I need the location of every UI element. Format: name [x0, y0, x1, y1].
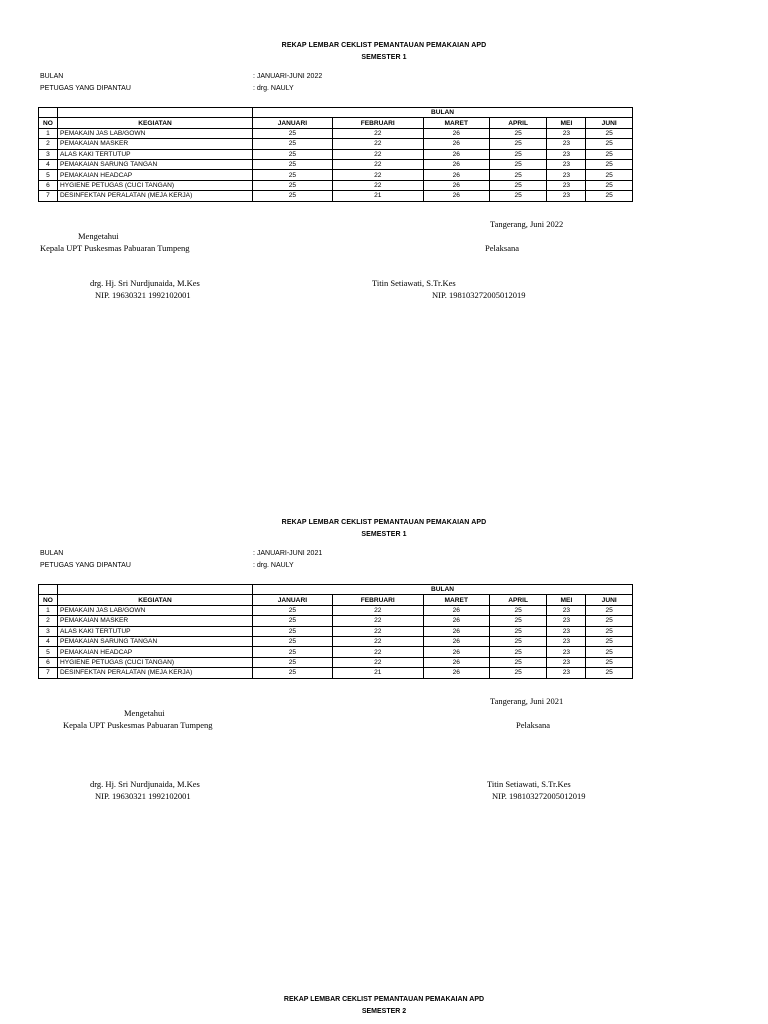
- row-value: 25: [253, 668, 333, 678]
- header-month: FEBRUARI: [332, 118, 423, 128]
- row-value: 25: [489, 626, 547, 636]
- row-value: 25: [489, 191, 547, 201]
- row-value: 25: [586, 180, 633, 190]
- row-no: 4: [39, 159, 58, 169]
- row-value: 25: [253, 647, 333, 657]
- row-value: 25: [253, 626, 333, 636]
- bulan-label: BULAN: [40, 550, 64, 557]
- row-value: 25: [489, 605, 547, 615]
- header-month: MEI: [547, 595, 586, 605]
- bulan-label: BULAN: [40, 73, 64, 80]
- row-value: 25: [586, 159, 633, 169]
- row-value: 23: [547, 170, 586, 180]
- row-value: 23: [547, 626, 586, 636]
- row-value: 22: [332, 647, 423, 657]
- row-value: 26: [423, 139, 489, 149]
- row-value: 23: [547, 191, 586, 201]
- row-value: 23: [547, 657, 586, 667]
- header-month: MARET: [423, 595, 489, 605]
- table-row: [39, 647, 633, 657]
- header-month: JUNI: [586, 595, 633, 605]
- row-value: 25: [586, 626, 633, 636]
- row-value: 22: [332, 180, 423, 190]
- row-kegiatan: HYGIENE PETUGAS (CUCI TANGAN): [58, 180, 253, 190]
- pelaksana-text: Pelaksana: [516, 720, 550, 730]
- recap-section-2: [0, 477, 768, 917]
- left-signer-name: drg. Hj. Sri Nurdjunaida, M.Kes: [90, 779, 200, 789]
- table-row: [39, 657, 633, 667]
- petugas-label: PETUGAS YANG DIPANTAU: [40, 85, 131, 92]
- row-no: 5: [39, 170, 58, 180]
- doc-subtitle: SEMESTER 1: [361, 531, 407, 538]
- row-value: 21: [332, 191, 423, 201]
- row-value: 22: [332, 657, 423, 667]
- row-value: 25: [253, 139, 333, 149]
- header-bulan: BULAN: [253, 585, 633, 595]
- row-value: 23: [547, 128, 586, 138]
- table-header-row: [39, 595, 633, 605]
- row-value: 25: [253, 657, 333, 667]
- bulan-value: : JANUARI-JUNI 2021: [253, 550, 323, 557]
- table-row: [39, 616, 633, 626]
- header-no: NO: [39, 118, 58, 128]
- row-value: 26: [423, 668, 489, 678]
- row-value: 26: [423, 159, 489, 169]
- row-value: 23: [547, 636, 586, 646]
- row-value: 26: [423, 626, 489, 636]
- table-header-group-row: [39, 108, 633, 118]
- row-value: 25: [586, 657, 633, 667]
- row-value: 25: [489, 149, 547, 159]
- header-empty-cell: [39, 585, 58, 595]
- row-value: 25: [489, 180, 547, 190]
- header-kegiatan: KEGIATAN: [58, 118, 253, 128]
- doc-title: REKAP LEMBAR CEKLIST PEMANTAUAN PEMAKAIAN APD: [281, 519, 487, 526]
- apd-table: [38, 107, 633, 202]
- row-value: 25: [586, 191, 633, 201]
- row-value: 22: [332, 149, 423, 159]
- right-signer-nip: NIP. 198103272005012019: [492, 791, 586, 801]
- doc-title: REKAP LEMBAR CEKLIST PEMANTAUAN PEMAKAIAN APD: [281, 42, 487, 49]
- row-value: 25: [586, 605, 633, 615]
- row-value: 25: [253, 159, 333, 169]
- row-value: 25: [489, 170, 547, 180]
- kepala-title: Kepala UPT Puskesmas Pabuaran Tumpeng: [63, 720, 213, 730]
- row-value: 25: [253, 149, 333, 159]
- row-value: 25: [586, 616, 633, 626]
- row-value: 25: [489, 139, 547, 149]
- right-signer-name: Titin Setiawati, S.Tr.Kes: [487, 779, 571, 789]
- row-kegiatan: PEMAKAIN JAS LAB/GOWN: [58, 605, 253, 615]
- row-no: 7: [39, 191, 58, 201]
- row-kegiatan: PEMAKAIAN SARUNG TANGAN: [58, 636, 253, 646]
- row-no: 3: [39, 626, 58, 636]
- header-no: NO: [39, 595, 58, 605]
- row-value: 26: [423, 128, 489, 138]
- petugas-label: PETUGAS YANG DIPANTAU: [40, 562, 131, 569]
- header-month: APRIL: [489, 118, 547, 128]
- table-row: [39, 149, 633, 159]
- row-kegiatan: HYGIENE PETUGAS (CUCI TANGAN): [58, 657, 253, 667]
- row-value: 23: [547, 647, 586, 657]
- table-body: [39, 128, 633, 201]
- table-row: [39, 180, 633, 190]
- row-no: 1: [39, 128, 58, 138]
- kepala-title: Kepala UPT Puskesmas Pabuaran Tumpeng: [40, 243, 190, 253]
- row-value: 26: [423, 616, 489, 626]
- row-value: 22: [332, 128, 423, 138]
- row-value: 25: [586, 149, 633, 159]
- row-kegiatan: PEMAKAIAN HEADCAP: [58, 647, 253, 657]
- row-no: 1: [39, 605, 58, 615]
- header-kegiatan: KEGIATAN: [58, 595, 253, 605]
- row-no: 6: [39, 657, 58, 667]
- row-value: 26: [423, 636, 489, 646]
- row-value: 25: [253, 605, 333, 615]
- table-row: [39, 159, 633, 169]
- pelaksana-text: Pelaksana: [485, 243, 519, 253]
- row-value: 25: [489, 657, 547, 667]
- row-value: 23: [547, 668, 586, 678]
- petugas-value: : drg. NAULY: [253, 562, 294, 569]
- table-row: [39, 626, 633, 636]
- table-row: [39, 128, 633, 138]
- table-row: [39, 170, 633, 180]
- mengetahui-text: Mengetahui: [78, 231, 119, 241]
- row-value: 22: [332, 636, 423, 646]
- row-value: 26: [423, 180, 489, 190]
- row-value: 22: [332, 626, 423, 636]
- row-value: 26: [423, 657, 489, 667]
- row-value: 25: [253, 636, 333, 646]
- next-doc-title: REKAP LEMBAR CEKLIST PEMANTAUAN PEMAKAIAN APD: [283, 996, 485, 1003]
- row-value: 26: [423, 647, 489, 657]
- right-signer-name: Titin Setiawati, S.Tr.Kes: [372, 278, 456, 288]
- header-month: JUNI: [586, 118, 633, 128]
- next-doc-subtitle: SEMESTER 2: [361, 1008, 407, 1015]
- row-no: 7: [39, 668, 58, 678]
- row-kegiatan: ALAS KAKI TERTUTUP: [58, 626, 253, 636]
- row-value: 23: [547, 616, 586, 626]
- row-value: 23: [547, 180, 586, 190]
- row-value: 23: [547, 149, 586, 159]
- row-value: 25: [253, 128, 333, 138]
- row-kegiatan: PEMAKAIAN MASKER: [58, 616, 253, 626]
- right-signer-nip: NIP. 198103272005012019: [432, 290, 526, 300]
- row-value: 25: [489, 636, 547, 646]
- row-value: 25: [489, 647, 547, 657]
- row-value: 25: [586, 139, 633, 149]
- row-value: 26: [423, 170, 489, 180]
- left-signer-nip: NIP. 19630321 1992102001: [95, 290, 191, 300]
- row-kegiatan: DESINFEKTAN PERALATAN (MEJA KERJA): [58, 191, 253, 201]
- row-no: 2: [39, 616, 58, 626]
- bulan-value: : JANUARI-JUNI 2022: [253, 73, 323, 80]
- recap-section-1: [0, 0, 768, 440]
- left-signer-name: drg. Hj. Sri Nurdjunaida, M.Kes: [90, 278, 200, 288]
- row-kegiatan: PEMAKAIAN SARUNG TANGAN: [58, 159, 253, 169]
- row-value: 22: [332, 159, 423, 169]
- header-month: MARET: [423, 118, 489, 128]
- row-value: 25: [489, 159, 547, 169]
- table-header-group-row: [39, 585, 633, 595]
- table-body: [39, 605, 633, 678]
- row-kegiatan: ALAS KAKI TERTUTUP: [58, 149, 253, 159]
- row-value: 23: [547, 605, 586, 615]
- row-kegiatan: PEMAKAIAN MASKER: [58, 139, 253, 149]
- row-value: 26: [423, 605, 489, 615]
- row-kegiatan: PEMAKAIAN HEADCAP: [58, 170, 253, 180]
- row-kegiatan: PEMAKAIN JAS LAB/GOWN: [58, 128, 253, 138]
- row-value: 25: [253, 616, 333, 626]
- place-date: Tangerang, Juni 2022: [490, 219, 564, 229]
- header-month: APRIL: [489, 595, 547, 605]
- row-value: 23: [547, 139, 586, 149]
- row-value: 25: [489, 668, 547, 678]
- row-no: 3: [39, 149, 58, 159]
- table-header-row: [39, 118, 633, 128]
- table-row: [39, 636, 633, 646]
- row-value: 25: [253, 170, 333, 180]
- header-empty-cell: [39, 108, 58, 118]
- row-value: 25: [489, 128, 547, 138]
- row-value: 22: [332, 170, 423, 180]
- table-row: [39, 191, 633, 201]
- row-no: 6: [39, 180, 58, 190]
- row-value: 25: [586, 668, 633, 678]
- row-value: 22: [332, 605, 423, 615]
- header-month: JANUARI: [253, 595, 333, 605]
- header-bulan: BULAN: [253, 108, 633, 118]
- row-value: 25: [586, 170, 633, 180]
- row-value: 21: [332, 668, 423, 678]
- row-no: 2: [39, 139, 58, 149]
- place-date: Tangerang, Juni 2021: [490, 696, 564, 706]
- header-month: FEBRUARI: [332, 595, 423, 605]
- table-row: [39, 139, 633, 149]
- mengetahui-text: Mengetahui: [124, 708, 165, 718]
- left-signer-nip: NIP. 19630321 1992102001: [95, 791, 191, 801]
- header-empty-cell: [58, 585, 253, 595]
- row-value: 25: [586, 647, 633, 657]
- header-month: JANUARI: [253, 118, 333, 128]
- table-row: [39, 605, 633, 615]
- row-kegiatan: DESINFEKTAN PERALATAN (MEJA KERJA): [58, 668, 253, 678]
- doc-subtitle: SEMESTER 1: [361, 54, 407, 61]
- row-value: 25: [489, 616, 547, 626]
- row-no: 5: [39, 647, 58, 657]
- row-value: 25: [253, 180, 333, 190]
- row-no: 4: [39, 636, 58, 646]
- petugas-value: : drg. NAULY: [253, 85, 294, 92]
- row-value: 22: [332, 616, 423, 626]
- row-value: 26: [423, 149, 489, 159]
- header-empty-cell: [58, 108, 253, 118]
- table-row: [39, 668, 633, 678]
- row-value: 22: [332, 139, 423, 149]
- row-value: 25: [253, 191, 333, 201]
- row-value: 23: [547, 159, 586, 169]
- row-value: 26: [423, 191, 489, 201]
- apd-table: [38, 584, 633, 679]
- row-value: 25: [586, 128, 633, 138]
- row-value: 25: [586, 636, 633, 646]
- header-month: MEI: [547, 118, 586, 128]
